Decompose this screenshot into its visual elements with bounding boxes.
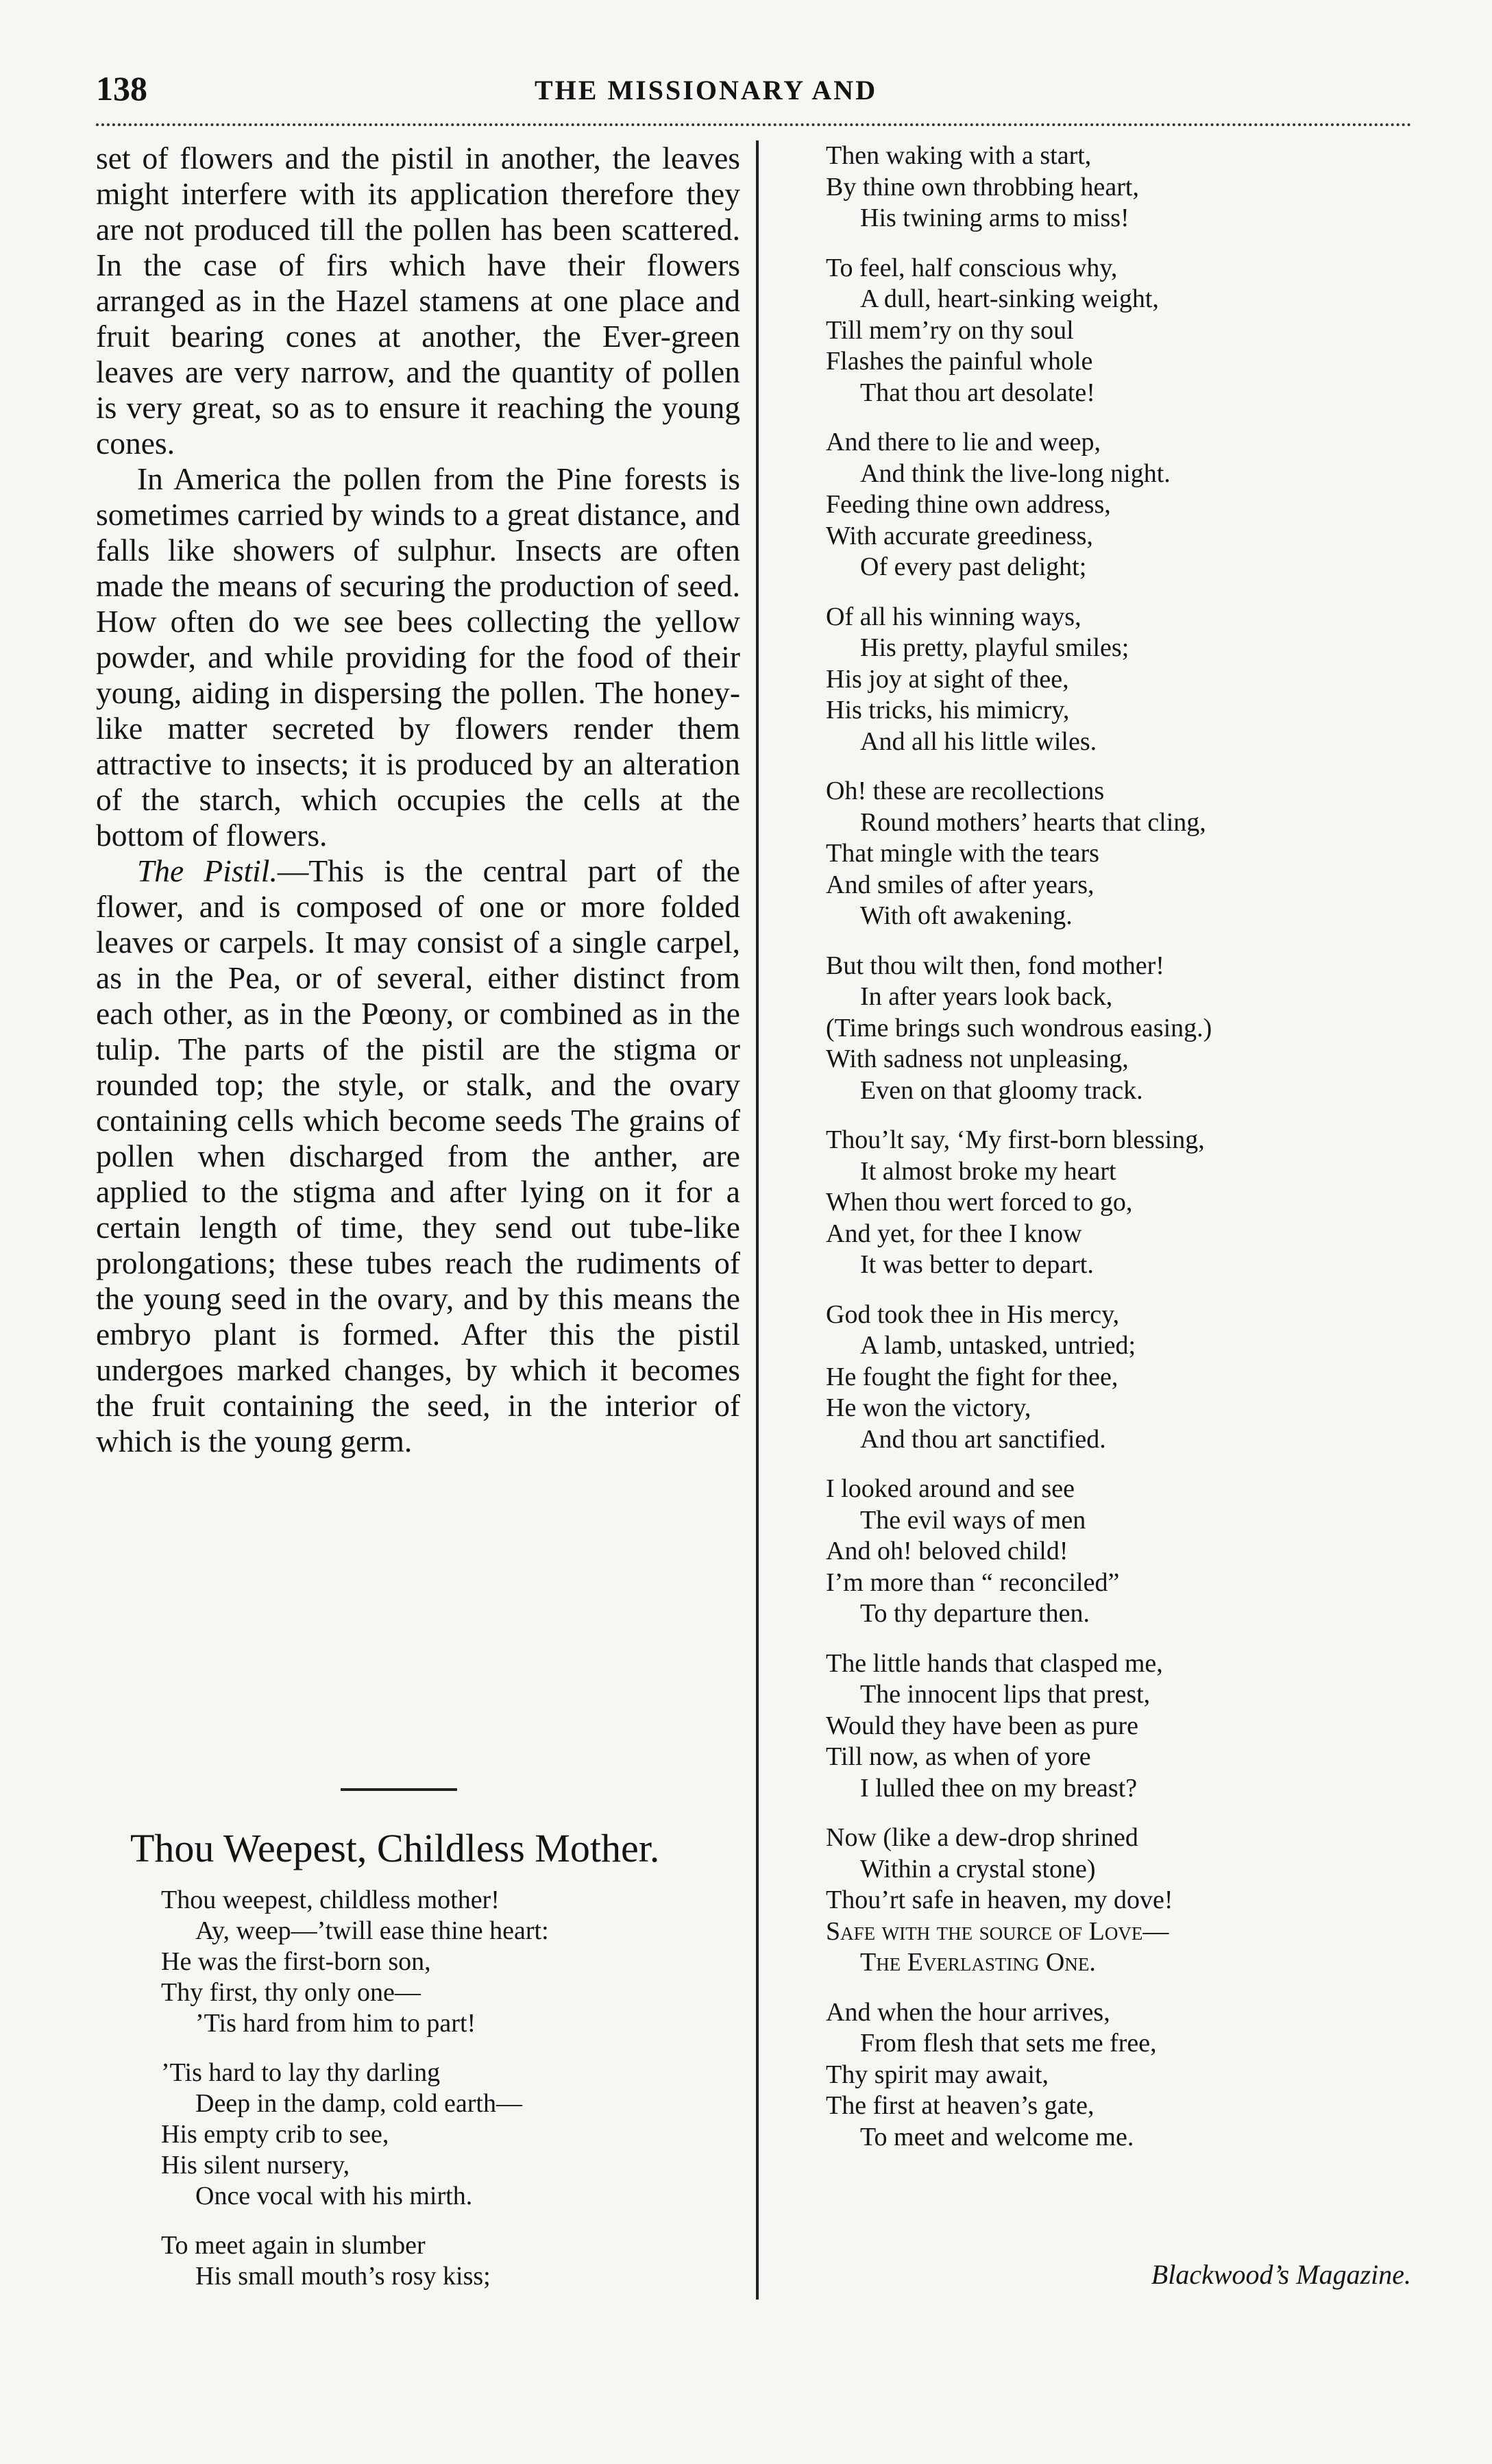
poem-line: The evil ways of men	[860, 1505, 1086, 1535]
poem-line: The little hands that clasped me,	[826, 1648, 1163, 1678]
poem-line: To meet again in slumber	[161, 2231, 426, 2260]
poem-line: And smiles of after years,	[826, 870, 1094, 899]
poem-line: God took thee in His mercy,	[826, 1300, 1120, 1329]
poem-column-left	[161, 1885, 737, 2310]
poem-line: The innocent lips that prest,	[860, 1680, 1151, 1709]
poem-line: Deep in the damp, cold earth—	[195, 2089, 522, 2118]
poem-line: Flashes the painful whole	[826, 347, 1093, 376]
poem-line: His twining arms to miss!	[860, 204, 1129, 232]
poem-line: ’Tis hard from him to part!	[195, 2009, 476, 2038]
poem-stanza	[826, 1997, 1429, 2154]
section-divider	[341, 1788, 457, 1791]
poem-line: Thou’lt say, ‘My first-born blessing,	[826, 1125, 1205, 1154]
poem-line: And when the hour arrives,	[826, 1997, 1110, 2027]
poem-line: I looked around and see	[826, 1474, 1075, 1503]
poem-line: It was better to depart.	[860, 1250, 1094, 1279]
poem-line: Would they have been as pure	[826, 1711, 1138, 1740]
poem-line: Thou weepest, childless mother!	[161, 1886, 500, 1914]
poem-stanza	[826, 1648, 1429, 1805]
poem-line: Of all his winning ways,	[826, 602, 1081, 631]
poem-line: Even on that gloomy track.	[860, 1075, 1143, 1105]
poem-line: (Time brings such wondrous easing.)	[826, 1013, 1212, 1042]
poem-column-right	[826, 141, 1429, 2171]
poem-line: Till now, as when of yore	[826, 1742, 1091, 1771]
poem-line: And thou art sanctified.	[860, 1424, 1106, 1454]
poem-line: By thine own throbbing heart,	[826, 172, 1139, 202]
poem-line: But thou wilt then, fond mother!	[826, 951, 1164, 980]
poem-line: His empty crib to see,	[161, 2120, 389, 2149]
running-title: THE MISSIONARY AND	[535, 75, 878, 106]
poem-stanza	[826, 602, 1429, 758]
poem-stanza	[826, 1822, 1429, 1979]
poem-line: Now (like a dew-drop shrined	[826, 1823, 1138, 1852]
poem-line: In after years look back,	[860, 982, 1113, 1011]
poem-title: Thou Weepest, Childless Mother.	[130, 1826, 660, 1870]
poem-line: And oh! beloved child!	[826, 1537, 1068, 1565]
poem-line: His silent nursery,	[161, 2151, 350, 2180]
poem-line: His tricks, his mimicry,	[826, 696, 1070, 724]
poem-line: His pretty, playful smiles;	[860, 633, 1129, 662]
poem-line: ’Tis hard to lay thy darling	[161, 2058, 441, 2087]
poem-line: Then waking with a start,	[826, 141, 1092, 170]
poem-line: Thou’rt safe in heaven, my dove!	[826, 1886, 1173, 1914]
poem-line: His joy at sight of thee,	[826, 664, 1069, 694]
poem-line: Ay, weep—’twill ease thine heart:	[195, 1916, 549, 1945]
poem-line: And think the live-long night.	[860, 459, 1171, 488]
poem-line: Feeding thine own address,	[826, 490, 1111, 519]
poem-line: And there to lie and weep,	[826, 428, 1101, 456]
poem-line: The Everlasting One.	[860, 1948, 1096, 1977]
poem-stanza	[826, 951, 1429, 1107]
header-rule	[96, 123, 1412, 126]
poem-stanza	[826, 1474, 1429, 1630]
article-paragraph	[96, 141, 740, 461]
poem-source: Blackwood’s Magazine.	[1151, 2259, 1411, 2290]
poem-line: Once vocal with his mirth.	[195, 2182, 473, 2210]
poem-line: He won the victory,	[826, 1393, 1031, 1422]
paragraph-text: set of flowers and the pistil in another, the leaves might interfere with its application therefore they are not produced till the pollen has been scattered. In the case of firs which have their flowers arranged as in the Hazel stamens at one place and fruit bearing cones at another, the Ever-green leaves are very narrow, and the quantity of pollen is very great, so as to ensure it reaching the young cones.	[96, 141, 740, 461]
poem-line: Oh! these are recollections	[826, 777, 1105, 805]
poem-line: With accurate greediness,	[826, 521, 1093, 550]
paragraph-text: In America the pollen from the Pine forests is sometimes carried by winds to a great distance, and falls like showers of sulphur. Insects are often made the means of securing the production of seed. How often do we see bees collecting the yellow powder, and while providing for the food of their young, aiding in dispersing the pollen. The honey-like matter secreted by flowers render them attractive to insects; it is produced by an alteration of the starch, which occupies the cells at the bottom of flowers.	[96, 461, 740, 853]
article-column	[96, 141, 740, 1459]
paragraph-text: —This is the central part of the flower, and is composed of one or more folded leaves or carpels. It may consist of a single carpel, as in the Pea, or of several, either distinct from each other, as in the Pœony, or combined as in the tulip. The parts of the pistil are the stigma or rounded top; the style, or stalk, and the ovary containing cells which become seeds The grains of pollen when discharged from the anther, are applied to the stigma and after lying on it for a certain length of time, they send out tube-like prolongations; these tubes reach the rudiments of the young seed in the ovary, and by this means the embryo plant is formed. After this the pistil undergoes marked changes, by which it becomes the fruit containing the seed, in the interior of which is the young germ.	[96, 853, 740, 1459]
paragraph-lead: The Pistil.	[137, 853, 278, 888]
poem-stanza	[826, 1300, 1429, 1456]
page-header	[96, 69, 1412, 117]
poem-stanza	[826, 776, 1429, 932]
poem-line: He was the first-born son,	[161, 1947, 431, 1976]
poem-line: Round mothers’ hearts that cling,	[860, 807, 1206, 837]
page-number: 138	[96, 69, 147, 108]
poem-line: It almost broke my heart	[860, 1156, 1116, 1186]
article-paragraph	[96, 461, 740, 853]
poem-line: That thou art desolate!	[860, 378, 1095, 407]
poem-line: With sadness not unpleasing,	[826, 1045, 1129, 1073]
poem-line: I’m more than “ reconciled”	[826, 1568, 1120, 1597]
poem-line: A lamb, untasked, untried;	[860, 1331, 1136, 1360]
poem-line: That mingle with the tears	[826, 839, 1099, 868]
poem-line: Of every past delight;	[860, 552, 1087, 581]
poem-line: And yet, for thee I know	[826, 1219, 1082, 1248]
poem-line: From flesh that sets me free,	[860, 2029, 1157, 2058]
poem-line: Thy first, thy only one—	[161, 1978, 421, 2007]
poem-stanza	[826, 253, 1429, 409]
poem-stanza	[826, 427, 1429, 583]
poem-line: Thy spirit may await,	[826, 2060, 1049, 2089]
poem-stanza	[826, 141, 1429, 234]
poem-line: I lulled thee on my breast?	[860, 1773, 1138, 1803]
poem-line: With oft awakening.	[860, 901, 1073, 930]
poem-line: A dull, heart-sinking weight,	[860, 284, 1159, 313]
poem-line: To meet and welcome me.	[860, 2122, 1134, 2151]
poem-line: Till mem’ry on thy soul	[826, 315, 1074, 345]
poem-line: To feel, half conscious why,	[826, 253, 1118, 282]
column-divider	[756, 141, 759, 2300]
poem-stanza	[161, 2230, 737, 2292]
poem-line: The first at heaven’s gate,	[826, 2091, 1094, 2120]
poem-line: Safe with the source of Love—	[826, 1916, 1169, 1946]
poem-line: His small mouth’s rosy kiss;	[195, 2262, 491, 2291]
poem-stanza	[161, 1885, 737, 2039]
poem-line: He fought the fight for thee,	[826, 1362, 1118, 1391]
poem-line: And all his little wiles.	[860, 727, 1097, 756]
article-paragraph	[96, 853, 740, 1459]
poem-stanza	[161, 2058, 737, 2212]
poem-line: When thou wert forced to go,	[826, 1188, 1133, 1217]
poem-line: Within a crystal stone)	[860, 1854, 1096, 1883]
poem-stanza	[826, 1125, 1429, 1281]
poem-line: To thy departure then.	[860, 1599, 1090, 1628]
